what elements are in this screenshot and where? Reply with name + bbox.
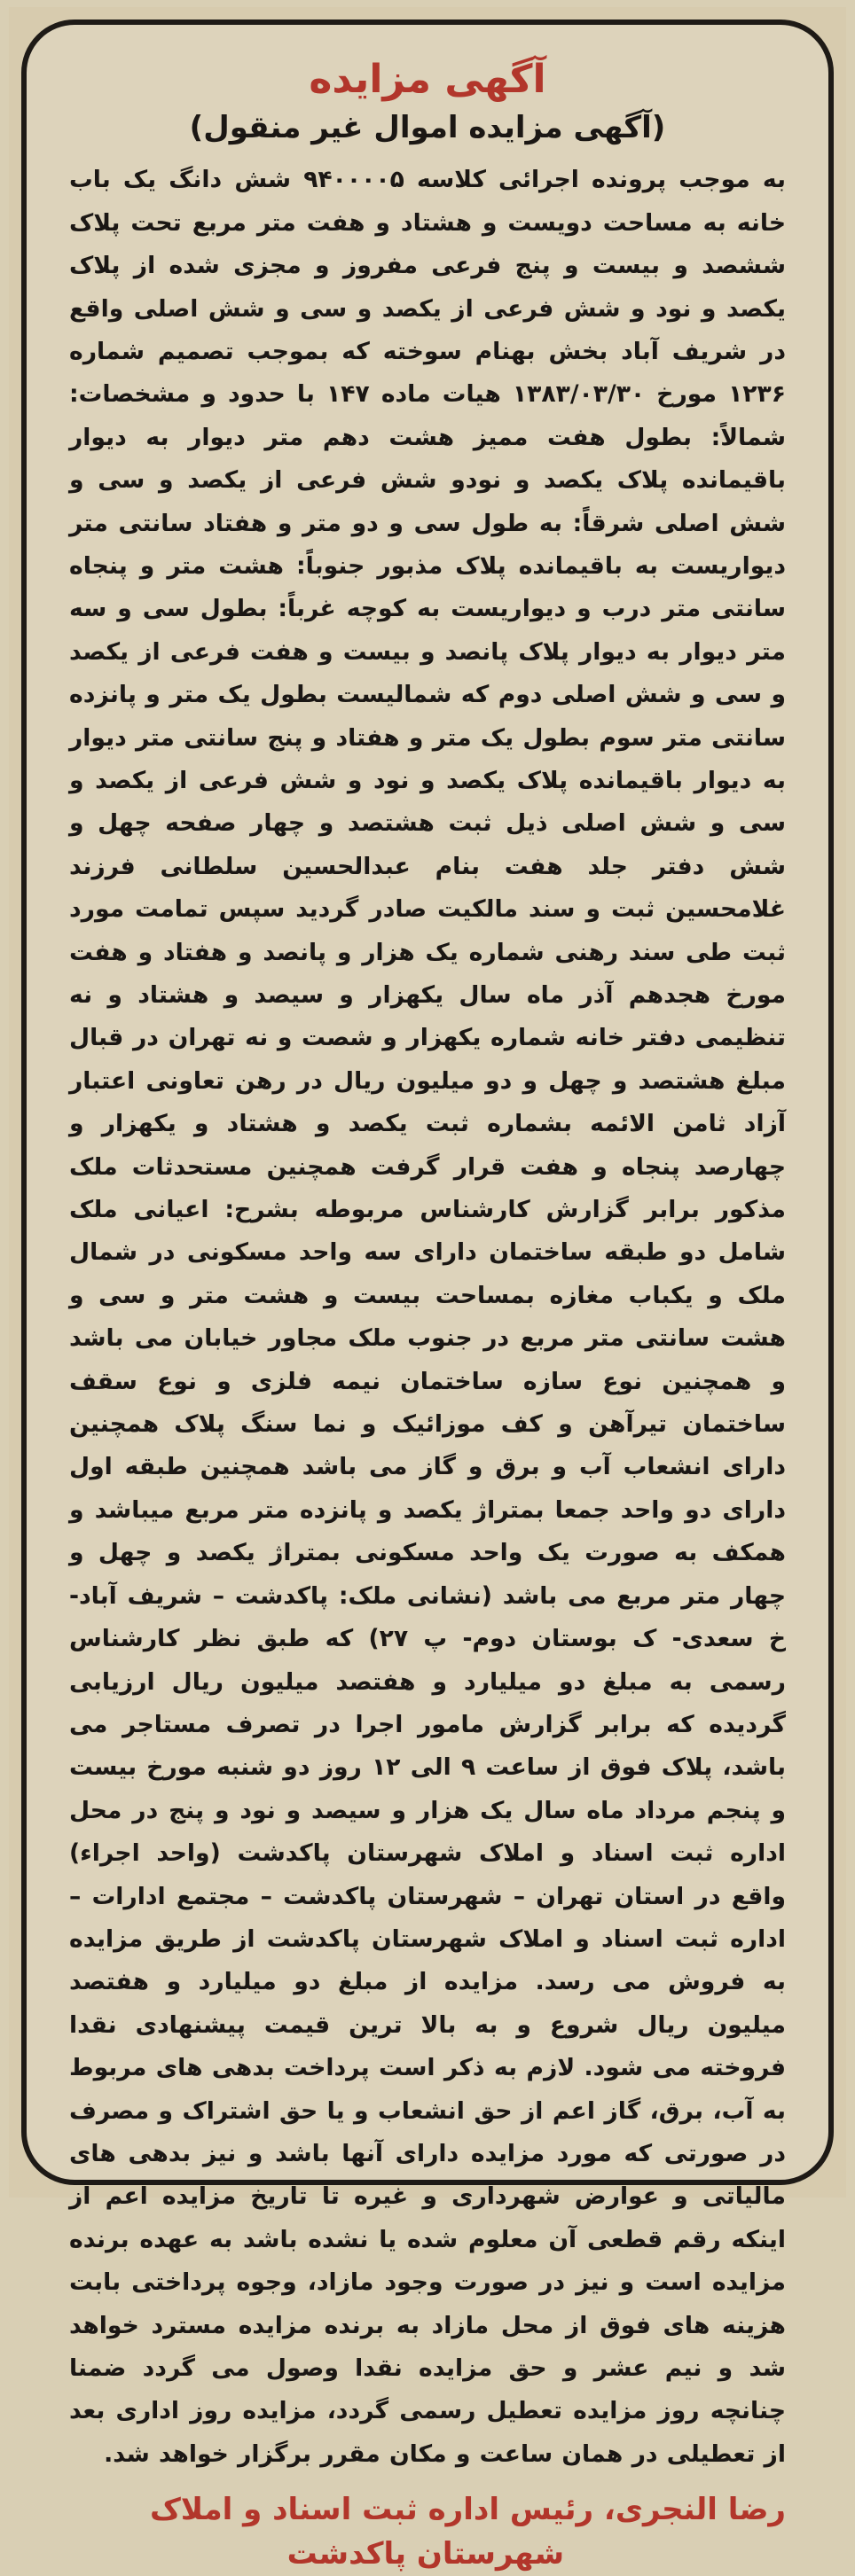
- signature-name-title: رضا النجری، رئیس اداره ثبت اسناد و املاک: [149, 2492, 786, 2528]
- signature-block: [69, 2488, 786, 2576]
- notice-box: [21, 20, 834, 2572]
- newspaper-clipping: [9, 7, 846, 2572]
- notice-subtitle: (آگهی مزایده اموال غیر منقول): [189, 109, 666, 145]
- notice-title: آگهی مزایده: [309, 57, 546, 102]
- notice-body: به موجب پرونده اجرائی کلاسه ۹۴۰۰۰۰۵ شش دانگ یک باب خانه به مساحت دویست و هشتاد و هفت متر مربع تحت پلاک ششصد و بیست و پنج فرعی مفروز و مجزی شده از پلاک یکصد و نود و شش فرعی از یکصد و سی و شش اصلی واقع در شریف آباد بخش بهنام سوخته که بموجب تصمیم شماره ۱۲۳۶ مورخ ۱۳۸۳/۰۳/۳۰ هیات ماده ۱۴۷ با حدود و مشخصات: شمالاً: بطول هفت ممیز هشت دهم متر دیوار به دیوار باقیمانده پلاک یکصد و نودو شش فرعی از یکصد و سی و شش اصلی شرقاً: به طول سی و دو متر و هفتاد سانتی متر دیواریست به باقیمانده پلاک مذبور جنوباً: هشت متر و پنجاه سانتی متر درب و دیواریست به کوچه غرباً: بطول سی و سه متر دیوار به دیوار پلاک پانصد و بیست و هفت فرعی از یکصد و سی و شش اصلی دوم که شمالیست بطول یک متر و پانزده سانتی متر سوم بطول یک متر و هفتاد و پنج سانتی متر دیوار به دیوار باقیمانده پلاک یکصد و نود و شش فرعی از یکصد و سی و شش اصلی ذیل ثبت هشتصد و چهار صفحه چهل و شش دفتر جلد هفت بنام عبدالحسین سلطانی فرزند غلامحسین ثبت و سند مالکیت صادر گردید سپس تمامت مورد ثبت طی سند رهنی شماره یک هزار و پانصد و هفتاد و هفت مورخ هجدهم آذر ماه سال یکهزار و سیصد و هشتاد و نه تنظیمی دفتر خانه شماره یکهزار و شصت و نه تهران در قبال مبلغ هشتصد و چهل و دو میلیون ریال در رهن تعاونی اعتبار آزاد ثامن الائمه بشماره ثبت یکصد و هشتاد و یکهزار و چهارصد پنجاه و هفت قرار گرفت همچنین مستحدثات ملک مذکور برابر گزارش کارشناس مربوطه بشرح: اعیانی ملک شامل دو طبقه ساختمان دارای سه واحد مسکونی در شمال ملک و یکباب مغازه بمساحت بیست و هشت متر و سی و هشت سانتی متر مربع در جنوب ملک مجاور خیابان می باشد و همچنین نوع سازه ساختمان نیمه فلزی و نوع سقف ساختمان تیرآهن و کف موزائیک و نما سنگ پلاک همچنین دارای انشعاب آب و برق و گاز می باشد همچنین طبقه اول دارای دو واحد جمعا بمتراژ یکصد و پانزده متر مربع میباشد و همکف به صورت یک واحد مسکونی بمتراژ یکصد و چهل و چهار متر مربع می باشد (نشانی ملک: پاکدشت – شریف آباد- خ سعدی- ک بوستان دوم- پ ۲۷) که طبق نظر کارشناس رسمی به مبلغ دو میلیارد و هفتصد میلیون ریال ارزیابی گردیده که برابر گزارش مامور اجرا در تصرف مستاجر می باشد، پلاک فوق از ساعت ۹ الی ۱۲ روز دو شنبه مورخ بیست و پنجم مرداد ماه سال یک هزار و سیصد و نود و پنج در محل اداره ثبت اسناد و املاک شهرستان پاکدشت (واحد اجراء) واقع در استان تهران – شهرستان پاکدشت – مجتمع ادارات – اداره ثبت اسناد و املاک شهرستان پاکدشت از طریق مزایده به فروش می رسد. مزایده از مبلغ دو میلیارد و هفتصد میلیون ریال شروع و به بالا ترین قیمت پیشنهادی نقدا فروخته می شود. لازم به ذکر است پرداخت بدهی های مربوط به آب، برق، گاز اعم از حق انشعاب و یا حق اشتراک و مصرف در صورتی که مورد مزایده دارای آنها باشد و نیز بدهی های مالیاتی و عوارض شهرداری و غیره تا تاریخ مزایده اعم از اینکه رقم قطعی آن معلوم شده یا نشده باشد به عهده برنده مزایده است و نیز در صورت وجود مازاد، وجوه پرداختی بابت هزینه های فوق از محل مازاد به برنده مزایده مسترد خواهد شد و نیم عشر و حق مزایده نقدا وصول می گردد ضمنا چنانچه روز مزایده تعطیل رسمی گردد، مزایده روز اداری بعد از تعطیلی در همان ساعت و مکان مقرر برگزار خواهد شد.: [69, 166, 787, 2468]
- signature-office: شهرستان پاکدشت: [286, 2535, 564, 2572]
